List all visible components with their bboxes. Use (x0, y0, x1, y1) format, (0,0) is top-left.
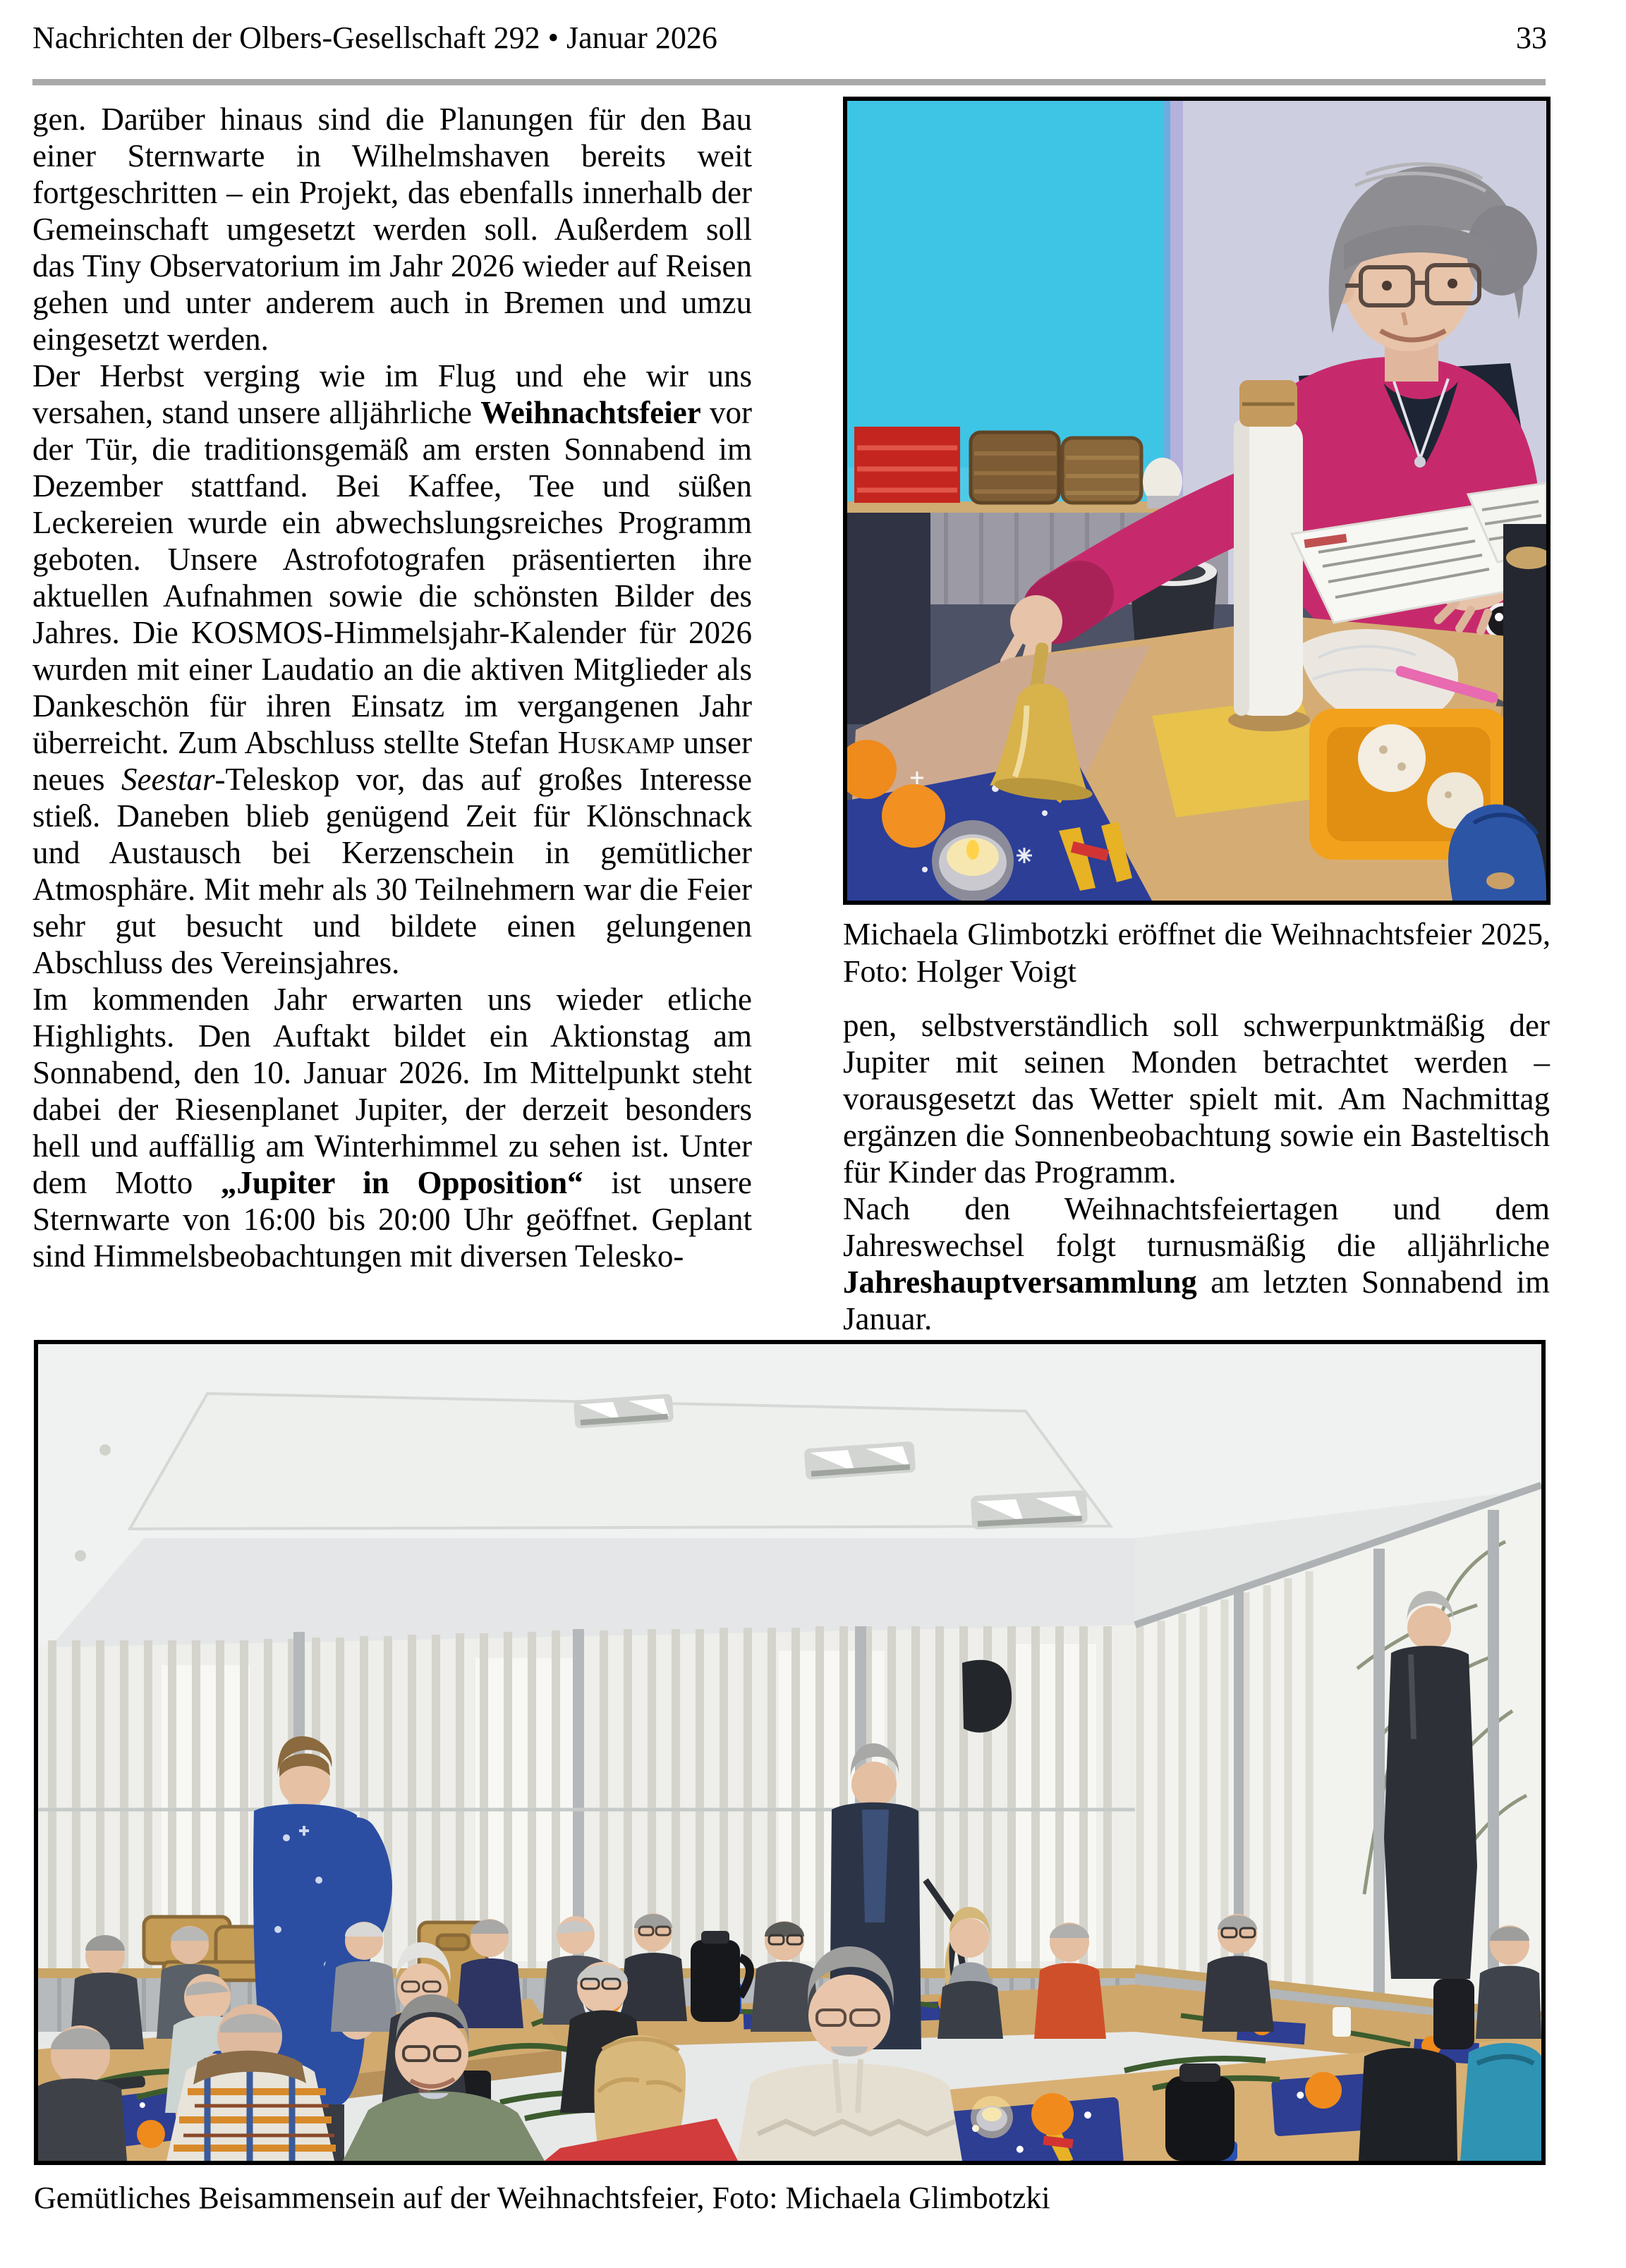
right-column (843, 1007, 1550, 1337)
paragraph: Der Herbst verging wie im Flug und ehe wir uns versahen, stand unsere alljährliche Weihnachtsfeier vor der Tür, die traditionsgemäß am ersten Sonnabend im Dezember stattfand. Bei Kaffee, Tee und süßen Leckereien wurde ein abwechslungsreiches Programm geboten. Unsere Astrofotografen präsentierten ihre aktuellen Aufnahmen sowie die schönsten Bilder des Jahres. Die KOSMOS-Himmelsjahr-Kalender für 2026 wurden mit einer Laudatio an die aktiven Mitglieder als Dankeschön für ihren Einsatz im vergangenen Jahr überreicht. Zum Abschluss stellte Stefan Huskamp unser neues Seestar-Teleskop vor, das auf großes Interesse stieß. Daneben blieb genügend Zeit für Klönschnack und Austausch bei Kerzenschein in gemütlicher Atmosphäre. Mit mehr als 30 Teilnehmern war die Feier sehr gut besucht und bildete einen gelungenen Abschluss des Vereinsjahres. (32, 358, 752, 980)
tealight-candle (932, 820, 1014, 901)
bottom-photo-figure (34, 1340, 1546, 2165)
tealight-near (971, 2096, 1013, 2138)
right-foreground-jackets (1359, 2043, 1541, 2161)
paragraph: gen. Darüber hinaus sind die Planungen für den Bau einer Sternwarte in Wilhelmshaven bereits weit fortgeschritten – ein Projekt, das ebenfalls innerhalb der Gemeinschaft umgesetzt werden soll. Außerdem soll das Tiny Observatorium im Jahr 2026 wieder auf Reisen gehen und unter anderem auch in Bremen und umzu eingesetzt werden. (32, 102, 752, 357)
thermos-foreground (1165, 2063, 1234, 2161)
left-column (32, 101, 752, 1274)
paragraph: pen, selbstverständlich soll schwerpunktmäßig der Jupiter mit seinen Monden betrachtet werden – vorausgesetzt das Wetter spielt mit. Am Nachmittag ergänzen die Sonnenbeobachtung sowie ein Basteltisch für Kinder das Programm. (843, 1008, 1550, 1190)
journal-title: Nachrichten der Olbers-Gesellschaft 292 • Januar 2026 (32, 20, 717, 55)
bottom-photo-caption: Gemütliches Beisammensein auf der Weihnachtsfeier, Foto: Michaela Glimbotzki (34, 2181, 1050, 2215)
paragraph: Im kommenden Jahr erwarten uns wieder etliche Highlights. Den Auftakt bildet ein Aktionstag am Sonnabend, den 10. Januar 2026. Im Mittelpunkt steht dabei der Riesenplanet Jupiter, der derzeit besonders hell und auffällig am Winterhimmel zu sehen ist. Unter dem Motto „Jupiter in Opposition“ ist unsere Sternwarte von 16:00 bis 20:00 Uhr geöffnet. Geplant sind Himmelsbeobachtungen mit diversen Telesko- (32, 982, 752, 1274)
paragraph: Nach den Weihnachtsfeiertagen und dem Jahreswechsel folgt turnusmäßig die alljährliche Jahreshauptversammlung am letzten Sonnabend im Januar. (843, 1191, 1550, 1336)
top-photo-caption: Michaela Glimbotzki eröffnet die Weihnachtsfeier 2025, Foto: Holger Voigt (843, 917, 1551, 989)
bottom-photo-image (38, 1344, 1541, 2161)
top-photo-image (847, 101, 1546, 901)
top-photo-figure (843, 97, 1551, 905)
dark-door (847, 513, 930, 724)
orange (882, 784, 945, 848)
red-crate (854, 427, 960, 503)
page-number: 33 (1516, 20, 1547, 55)
wicker-baskets (971, 432, 1141, 503)
header-rule (32, 79, 1546, 85)
thermos-flask (1228, 380, 1310, 731)
